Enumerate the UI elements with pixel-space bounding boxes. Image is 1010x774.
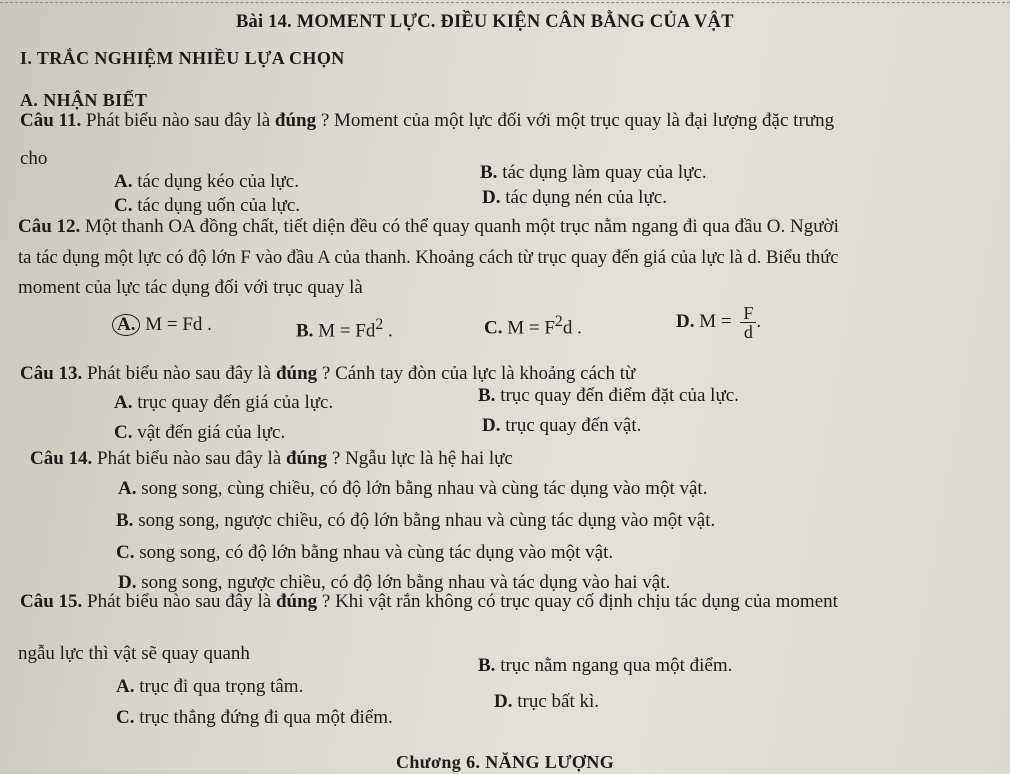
option-text: tác dụng uốn của lực.: [137, 195, 301, 216]
q11-option-b[interactable]: [480, 161, 707, 185]
fraction-denominator: d: [743, 322, 753, 343]
question-15-label: Câu 15.: [20, 591, 83, 612]
option-text: M =: [699, 311, 732, 332]
option-label: C.: [114, 422, 133, 443]
question-11-stem: [20, 109, 834, 133]
question-11-text-cont: ? Moment của một lực đối với một trục quay là đại lượng đặc trưng: [320, 110, 835, 131]
q14-option-a[interactable]: [118, 477, 707, 501]
q12-option-d[interactable]: [676, 300, 761, 344]
q11-option-a[interactable]: [114, 170, 299, 194]
question-14-stem: [30, 447, 513, 471]
option-text: trục quay đến giá của lực.: [137, 392, 334, 413]
option-label: B.: [480, 162, 498, 183]
option-text: trục quay đến điểm đặt của lực.: [500, 385, 739, 406]
option-label: C.: [484, 317, 503, 339]
question-13-text: Phát biểu nào sau đây là: [87, 363, 272, 384]
q11-option-d[interactable]: [482, 186, 667, 210]
option-label: C.: [116, 542, 135, 563]
option-label: B.: [478, 655, 496, 676]
question-11-label: Câu 11.: [20, 110, 82, 131]
option-label: D.: [482, 415, 501, 436]
question-12-line2: ta tác dụng một lực có độ lớn F vào đầu A của thanh. Khoảng cách từ trục quay đến giá của lực là d. Biểu thức: [18, 247, 839, 268]
option-label: A.: [116, 676, 135, 697]
question-15-text: Phát biểu nào sau đây là: [87, 591, 272, 612]
option-label: C.: [116, 707, 135, 728]
option-text-end: .: [756, 311, 762, 332]
question-14-text: Phát biểu nào sau đây là: [97, 448, 282, 469]
question-13-text-cont: ? Cánh tay đòn của lực là khoảng cách từ: [321, 363, 636, 384]
question-12-stem: [18, 215, 839, 239]
option-text-end: .: [383, 320, 393, 342]
option-label: C.: [114, 195, 133, 216]
question-11-text: Phát biểu nào sau đây là: [86, 110, 271, 131]
q15-option-a[interactable]: [116, 675, 303, 699]
option-text: trục quay đến vật.: [505, 415, 642, 436]
option-text: trục thẳng đứng đi qua một điểm.: [139, 707, 393, 728]
question-14-emphasis: đúng: [285, 448, 328, 469]
section-heading: I. TRẮC NGHIỆM NHIỀU LỰA CHỌN: [20, 48, 345, 68]
question-13-stem: [20, 362, 635, 386]
question-11-stem-line2: cho: [20, 148, 48, 169]
question-12-line3: moment của lực tác dụng đối với trục quay là: [18, 277, 363, 298]
option-text: song song, cùng chiều, có độ lớn bằng nhau và cùng tác dụng vào một vật.: [141, 478, 708, 499]
option-text: trục đi qua trọng tâm.: [139, 676, 304, 697]
question-13-emphasis: đúng: [275, 363, 318, 384]
option-text: trục bất kì.: [517, 691, 600, 712]
q13-option-b[interactable]: [478, 384, 739, 408]
chapter-heading: Chương 6. NĂNG LƯỢNG: [396, 752, 615, 772]
question-11-emphasis: đúng: [274, 110, 317, 131]
top-divider: [0, 2, 1010, 3]
question-15-emphasis: đúng: [275, 591, 318, 612]
option-exponent: 2: [554, 313, 563, 330]
question-12-text: Một thanh OA đồng chất, tiết diện đều có thể quay quanh một trục nằm ngang đi qua đầu O. Người: [85, 216, 839, 237]
option-text: tác dụng nén của lực.: [505, 187, 667, 208]
option-label: A.: [114, 171, 133, 192]
q12-option-b[interactable]: [296, 313, 393, 343]
q13-option-a[interactable]: [114, 391, 333, 415]
question-12-label: Câu 12.: [18, 216, 81, 237]
q15-option-c[interactable]: [116, 706, 393, 730]
option-label: A.: [118, 478, 137, 499]
option-text: tác dụng làm quay của lực.: [502, 162, 707, 183]
fraction-numerator: F: [740, 304, 756, 323]
question-15-stem-line2: ngẫu lực thì vật sẽ quay quanh: [18, 643, 250, 664]
q14-option-c[interactable]: [116, 541, 613, 565]
option-exponent: 2: [375, 316, 384, 333]
option-label: D.: [494, 691, 513, 712]
q13-option-d[interactable]: [482, 414, 641, 438]
question-15-text-cont: ? Khi vật rắn không có trục quay cố định chịu tác dụng của moment: [321, 591, 838, 612]
question-13-label: Câu 13.: [20, 363, 83, 384]
option-text: M = Fd .: [145, 314, 212, 335]
option-label: D.: [482, 187, 501, 208]
option-label: B.: [478, 385, 496, 406]
option-label: D.: [676, 311, 695, 332]
q12-option-c[interactable]: [484, 310, 582, 340]
option-label: B.: [296, 320, 314, 342]
q13-option-c[interactable]: [114, 421, 285, 445]
q14-option-b[interactable]: [116, 509, 715, 533]
option-label: A.: [114, 392, 133, 413]
q12-option-a[interactable]: [112, 313, 212, 337]
option-text: tác dụng kéo của lực.: [137, 171, 299, 192]
option-text: song song, ngược chiều, có độ lớn bằng nhau và cùng tác dụng vào một vật.: [138, 510, 716, 531]
option-text: M = Fd: [318, 320, 376, 342]
subsection-heading: A. NHẬN BIẾT: [20, 90, 148, 110]
option-text: M = F: [507, 317, 555, 339]
q15-option-b[interactable]: [478, 654, 732, 678]
question-15-stem: [20, 590, 838, 614]
fraction: [740, 304, 756, 341]
option-text: song song, có độ lớn bằng nhau và cùng tác dụng vào một vật.: [139, 542, 614, 563]
question-14-label: Câu 14.: [30, 448, 93, 469]
option-text-end: d .: [562, 317, 582, 339]
option-label: B.: [116, 510, 134, 531]
question-14-text-cont: ? Ngẫu lực là hệ hai lực: [331, 448, 513, 469]
option-label: D.: [118, 572, 137, 593]
q15-option-d[interactable]: [494, 690, 599, 714]
page-title: Bài 14. MOMENT LỰC. ĐIỀU KIỆN CÂN BẰNG CỦA VẬT: [236, 12, 734, 32]
option-text: trục nằm ngang qua một điểm.: [500, 655, 733, 676]
option-text: vật đến giá của lực.: [137, 422, 286, 443]
selected-answer-circle: A.: [112, 314, 140, 336]
option-text: song song, ngược chiều, có độ lớn bằng nhau và tác dụng vào hai vật.: [141, 572, 671, 593]
